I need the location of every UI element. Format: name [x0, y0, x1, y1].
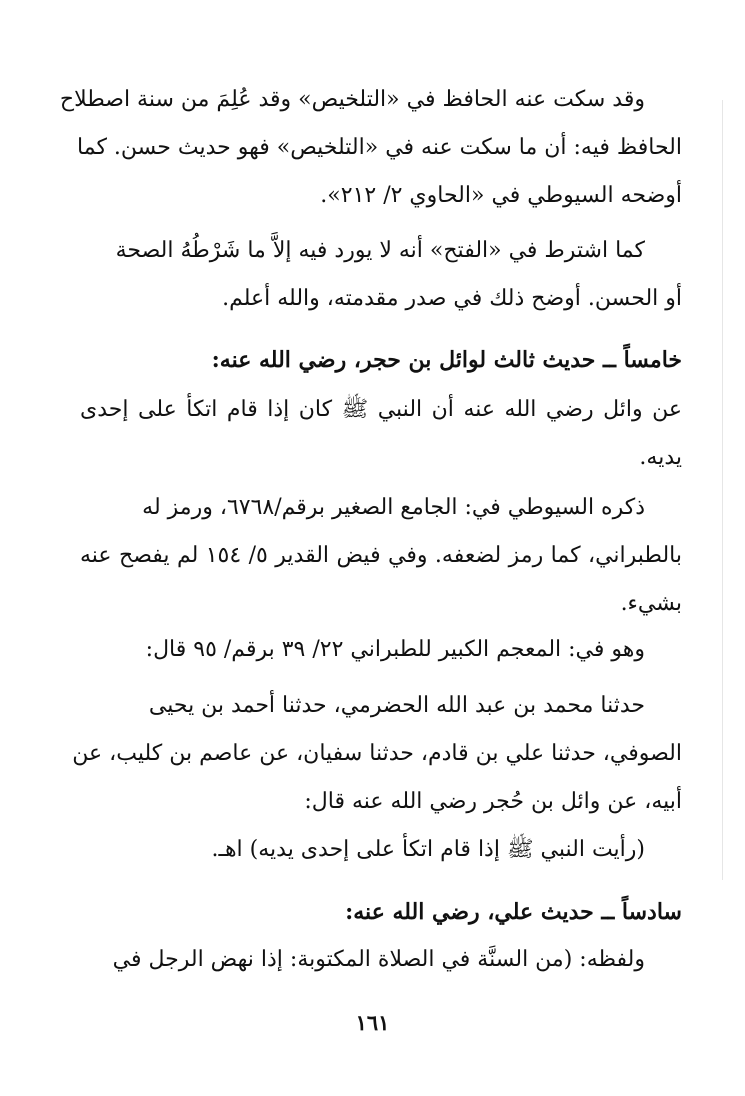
text-line: أو الحسن. أوضح ذلك في صدر مقدمته، والله أعلم. [222, 286, 682, 311]
hadith-text: عن وائل رضي الله عنه أن النبي ﷺ كان إذا قام اتكأ على إحدى [80, 397, 682, 422]
section-heading: خامساً ــ حديث ثالث لوائل بن حجر، رضي الله عنه: [211, 347, 682, 373]
text-line: أوضحه السيوطي في «الحاوي ٢/ ٢١٢». [320, 183, 682, 208]
isnad-line: حدثنا محمد بن عبد الله الحضرمي، حدثنا أحمد بن يحيى [148, 693, 645, 718]
text-line: بالطبراني، كما رمز لضعفه. وفي فيض القدير ٥/ ١٥٤ لم يفصح عنه [80, 543, 682, 568]
isnad-line: الصوفي، حدثنا علي بن قادم، حدثنا سفيان، عن عاصم بن كليب، عن [72, 741, 682, 766]
text-line: وقد سكت عنه الحافظ في «التلخيص» وقد عُلِمَ من سنة اصطلاح [59, 87, 645, 112]
text-line: كما اشترط في «الفتح» أنه لا يورد فيه إلاَّ ما شَرْطُهُ الصحة [115, 238, 645, 263]
text-line: بشيء. [620, 591, 682, 616]
text-line: ولفظه: (من السنَّة في الصلاة المكتوبة: إذا نهض الرجل في [112, 947, 645, 972]
section-heading: سادساً ــ حديث علي، رضي الله عنه: [345, 899, 682, 925]
text-line: ذكره السيوطي في: الجامع الصغير برقم/٦٧٦٨، ورمز له [142, 495, 645, 520]
text-line: الحافظ فيه: أن ما سكت عنه في «التلخيص» فهو حديث حسن. كما [77, 135, 682, 160]
page-edge [722, 100, 723, 880]
page-number: ١٦١ [355, 1010, 390, 1035]
hadith-quote: (رأيت النبي ﷺ إذا قام اتكأ على إحدى يديه) اهـ. [211, 837, 645, 862]
text-line: وهو في: المعجم الكبير للطبراني ٢٢/ ٣٩ برقم/ ٩٥ قال: [145, 637, 645, 662]
hadith-text: يديه. [639, 445, 682, 470]
isnad-line: أبيه، عن وائل بن حُجر رضي الله عنه قال: [304, 789, 682, 814]
